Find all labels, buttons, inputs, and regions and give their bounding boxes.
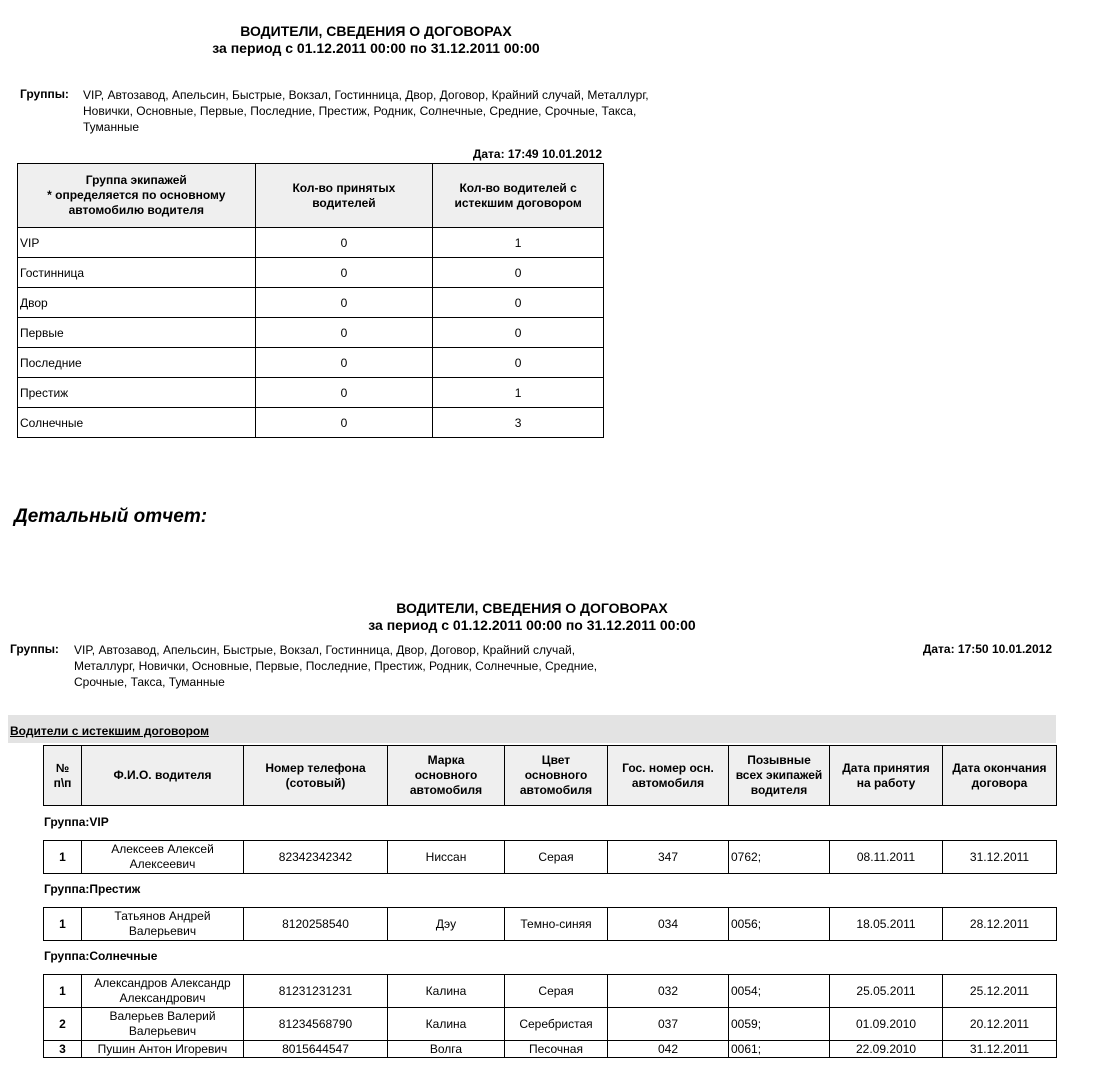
plate-cell: 037: [608, 1008, 729, 1041]
accepted-cell: 0: [255, 228, 433, 258]
summary-title: ВОДИТЕЛИ, СВЕДЕНИЯ О ДОГОВОРАХ: [240, 23, 512, 39]
header-num: [44, 746, 82, 806]
name-line: Алексеевич: [129, 857, 196, 871]
header-line: водителей: [312, 195, 376, 210]
group-table-sunny: [43, 974, 1057, 1058]
contract-end-cell: 25.12.2011: [943, 975, 1057, 1008]
header-color: [505, 746, 608, 806]
group-label: Группа:Престиж: [44, 882, 141, 896]
table-row: [44, 908, 1057, 941]
header-expired-count: [433, 164, 604, 228]
name-line: Валерьевич: [128, 924, 197, 938]
detail-header-row: [44, 746, 1057, 806]
detail-groups-line: Металлург, Новички, Основные, Первые, Последние, Престиж, Родник, Солнечные, Средние,: [74, 659, 598, 673]
table-row: [18, 258, 604, 288]
header-line: Марка: [427, 753, 465, 767]
contract-end-cell: 31.12.2011: [943, 841, 1057, 874]
callsigns-cell: 0059;: [729, 1008, 830, 1041]
header-phone: [244, 746, 388, 806]
group-cell: VIP: [18, 228, 256, 258]
num-cell: 1: [44, 908, 82, 941]
header-line: Кол-во принятых: [292, 180, 396, 195]
header-contract-end: [943, 746, 1057, 806]
hired-cell: 18.05.2011: [830, 908, 943, 941]
table-row: [18, 228, 604, 258]
group-label: Группа:Солнечные: [44, 949, 158, 963]
header-line: Дата окончания: [952, 760, 1047, 775]
phone-cell: 81234568790: [244, 1008, 388, 1041]
num-cell: 1: [44, 841, 82, 874]
header-line: Гос. номер осн.: [622, 760, 714, 775]
header-line: Цвет: [541, 753, 571, 767]
callsigns-cell: 0762;: [729, 841, 830, 874]
num-cell: 3: [44, 1041, 82, 1058]
expired-cell: 1: [433, 378, 604, 408]
header-line: истекшим договором: [454, 195, 582, 210]
header-line: всех экипажей: [735, 768, 823, 782]
header-line: договора: [971, 775, 1028, 790]
hired-cell: 25.05.2011: [830, 975, 943, 1008]
expired-cell: 0: [433, 348, 604, 378]
name-line: Александрович: [119, 991, 206, 1005]
group-label: Группа:VIP: [44, 815, 109, 829]
summary-table: [17, 163, 604, 438]
detail-title-block: [0, 600, 1064, 634]
summary-groups-list: [83, 87, 723, 135]
phone-cell: 8120258540: [244, 908, 388, 941]
contract-end-cell: 28.12.2011: [943, 908, 1057, 941]
accepted-cell: 0: [255, 378, 433, 408]
accepted-cell: 0: [255, 318, 433, 348]
header-line: Номер телефона: [265, 760, 366, 775]
summary-date: Дата: 17:49 10.01.2012: [472, 147, 602, 161]
accepted-cell: 0: [255, 408, 433, 438]
table-row: [44, 841, 1057, 874]
group-cell: Солнечные: [18, 408, 256, 438]
color-cell: Песочная: [505, 1041, 608, 1058]
name-cell: [82, 1008, 244, 1041]
color-cell: Серая: [505, 841, 608, 874]
detail-groups-line: VIP, Автозавод, Апельсин, Быстрые, Вокзал, Гостинница, Двор, Договор, Крайний случай,: [74, 643, 576, 657]
phone-cell: 82342342342: [244, 841, 388, 874]
header-brand: [388, 746, 505, 806]
num-cell: 1: [44, 975, 82, 1008]
expired-cell: 3: [433, 408, 604, 438]
summary-table-header: [18, 164, 604, 228]
section-band: [8, 715, 1056, 743]
name-line: Валерьевич: [128, 1024, 197, 1038]
summary-groups-line: Новички, Основные, Первые, Последние, Престиж, Родник, Солнечные, Средние, Срочные, Такса,: [83, 104, 637, 118]
detail-groups-line: Срочные, Такса, Туманные: [74, 675, 225, 689]
detail-groups-list: [74, 642, 694, 690]
expired-cell: 0: [433, 288, 604, 318]
detail-report-heading: Детальный отчет:: [14, 506, 208, 527]
expired-cell: 1: [433, 228, 604, 258]
table-row: [18, 348, 604, 378]
contract-end-cell: 20.12.2011: [943, 1008, 1057, 1041]
brand-cell: Дэу: [388, 908, 505, 941]
table-row: [18, 378, 604, 408]
brand-cell: Волга: [388, 1041, 505, 1058]
group-table-prestige: [43, 907, 1057, 941]
header-line: Дата принятия: [842, 760, 930, 775]
detail-title: ВОДИТЕЛИ, СВЕДЕНИЯ О ДОГОВОРАХ: [396, 600, 668, 616]
header-line: автомобиля: [631, 775, 705, 790]
detail-table-header: [43, 745, 1057, 806]
summary-groups-label: Группы:: [20, 87, 69, 101]
callsigns-cell: 0054;: [729, 975, 830, 1008]
callsigns-cell: 0056;: [729, 908, 830, 941]
expired-cell: 0: [433, 258, 604, 288]
header-line: Ф.И.О. водителя: [113, 768, 212, 782]
table-row: [18, 408, 604, 438]
group-cell: Первые: [18, 318, 256, 348]
brand-cell: Калина: [388, 1008, 505, 1041]
header-accepted-count: [255, 164, 433, 228]
table-row: [44, 1041, 1057, 1058]
name-cell: [82, 975, 244, 1008]
table-row: [44, 1008, 1057, 1041]
header-line: Группа экипажей: [85, 173, 187, 187]
header-line: №: [55, 760, 70, 775]
name-line: Алексеев Алексей: [111, 842, 214, 856]
group-cell: Престиж: [18, 378, 256, 408]
header-hired: [830, 746, 943, 806]
accepted-cell: 0: [255, 288, 433, 318]
hired-cell: 08.11.2011: [830, 841, 943, 874]
plate-cell: 032: [608, 975, 729, 1008]
color-cell: Серебристая: [505, 1008, 608, 1041]
phone-cell: 8015644547: [244, 1041, 388, 1058]
header-line: автомобиля: [519, 783, 593, 797]
table-row: [18, 318, 604, 348]
name-line: Валерьев Валерий: [109, 1009, 216, 1023]
detail-period: за период с 01.12.2011 00:00 по 31.12.2011 00:00: [368, 617, 696, 633]
header-line: автомобиля: [409, 783, 483, 797]
group-cell: Последние: [18, 348, 256, 378]
header-line: водителя: [750, 783, 808, 797]
group-table-vip: [43, 840, 1057, 874]
color-cell: Темно-синяя: [505, 908, 608, 941]
hired-cell: 22.09.2010: [830, 1041, 943, 1058]
name-cell: [82, 908, 244, 941]
contract-end-cell: 31.12.2011: [943, 1041, 1057, 1058]
header-line: п\п: [53, 775, 72, 790]
name-cell: [82, 1041, 244, 1058]
name-cell: [82, 841, 244, 874]
hired-cell: 01.09.2010: [830, 1008, 943, 1041]
detail-groups-label: Группы:: [10, 642, 59, 656]
section-title: Водители с истекшим договором: [10, 724, 209, 738]
summary-period: за период с 01.12.2011 00:00 по 31.12.2011 00:00: [212, 40, 540, 56]
accepted-cell: 0: [255, 258, 433, 288]
expired-cell: 0: [433, 318, 604, 348]
header-driver-name: [82, 746, 244, 806]
brand-cell: Ниссан: [388, 841, 505, 874]
callsigns-cell: 0061;: [729, 1041, 830, 1058]
header-line: основного: [414, 768, 478, 782]
header-line: * определяется по основному: [47, 188, 226, 202]
detail-date: Дата: 17:50 10.01.2012: [922, 642, 1052, 656]
group-cell: Двор: [18, 288, 256, 318]
header-line: Кол-во водителей с: [459, 180, 577, 195]
header-crew-group: [18, 164, 256, 228]
header-callsigns: [729, 746, 830, 806]
num-cell: 2: [44, 1008, 82, 1041]
summary-groups-line: Туманные: [83, 120, 139, 134]
summary-title-block: [0, 23, 752, 57]
name-line: Татьянов Андрей: [114, 909, 211, 923]
color-cell: Серая: [505, 975, 608, 1008]
accepted-cell: 0: [255, 348, 433, 378]
plate-cell: 034: [608, 908, 729, 941]
name-line: Александров Александр: [94, 976, 231, 990]
phone-cell: 81231231231: [244, 975, 388, 1008]
brand-cell: Калина: [388, 975, 505, 1008]
group-cell: Гостинница: [18, 258, 256, 288]
header-line: на работу: [856, 775, 916, 790]
plate-cell: 347: [608, 841, 729, 874]
header-line: Позывные: [747, 753, 811, 767]
plate-cell: 042: [608, 1041, 729, 1058]
summary-groups-line: VIP, Автозавод, Апельсин, Быстрые, Вокзал, Гостинница, Двор, Договор, Крайний случай, Металлург,: [83, 88, 649, 102]
header-line: автомобилю водителя: [68, 203, 204, 217]
table-row: [44, 975, 1057, 1008]
table-row: [18, 288, 604, 318]
header-plate: [608, 746, 729, 806]
header-line: основного: [524, 768, 588, 782]
header-line: (сотовый): [285, 775, 346, 790]
name-line: Пушин Антон Игоревич: [97, 1041, 228, 1056]
